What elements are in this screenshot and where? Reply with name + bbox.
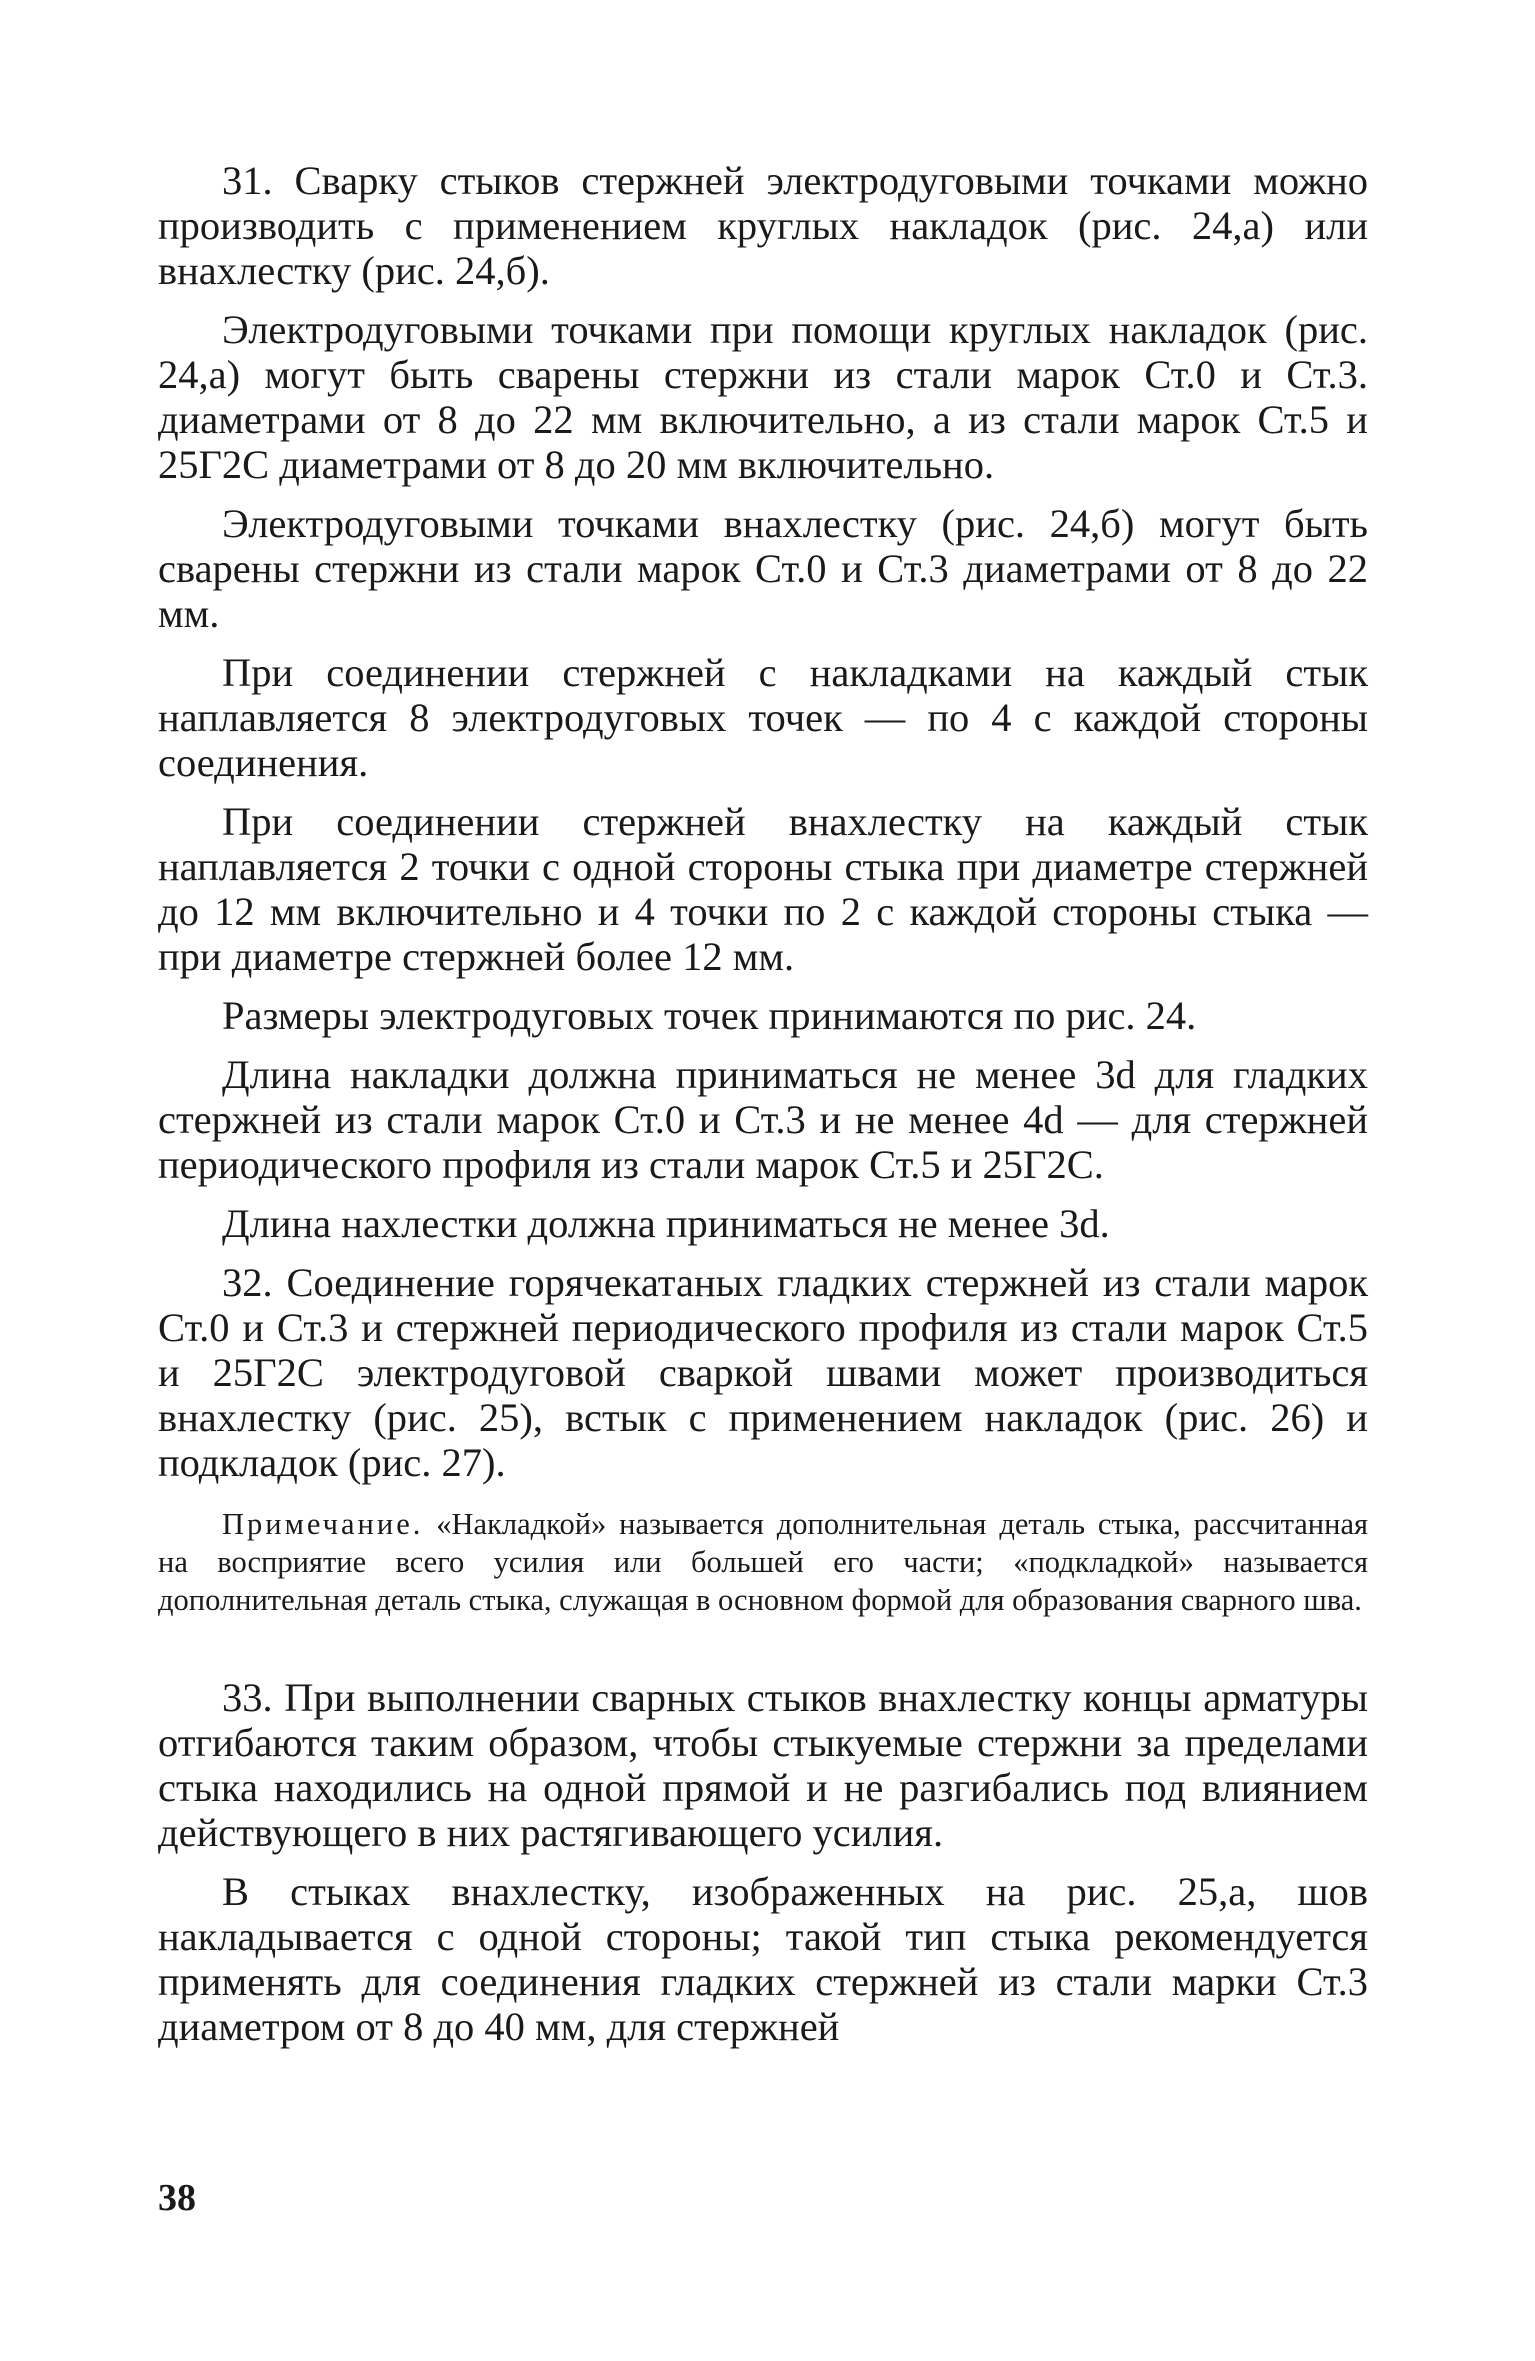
paragraph-lap-points-count: При соединении стержней внахлестку на каждый стык наплавляется 2 точки с одной стороны стыка при диаметре стержней до 12 мм включительно и 4 точки по 2 с каждой стороны стыка — при диаметре стержней более 12 мм. bbox=[158, 799, 1368, 979]
paragraph-32: 32. Соединение горячекатаных гладких стержней из стали марок Ст.0 и Ст.3 и стержней периодического профиля из стали марок Ст.5 и 25Г2С электродуговой сваркой швами может производиться внахлестку (рис. 25), встык с применением накладок (рис. 26) и подкладок (рис. 27). bbox=[158, 1260, 1368, 1485]
page-number: 38 bbox=[158, 2177, 196, 2219]
paragraph-lap-joints: В стыках внахлестку, изображенных на рис. 25,а, шов накладывается с одной стороны; такой тип стыка рекомендуется применять для соединения гладких стержней из стали марки Ст.3 диаметром от 8 до 40 мм, для стержней bbox=[158, 1869, 1368, 2049]
paragraph-overlay-length: Длина накладки должна приниматься не менее 3d для гладких стержней из стали марок Ст.0 и Ст.3 и не менее 4d — для стержней периодического профиля из стали марок Ст.5 и 25Г2С. bbox=[158, 1052, 1368, 1187]
paragraph-round-overlays: Электродуговыми точками при помощи круглых накладок (рис. 24,а) могут быть сварены стержни из стали марок Ст.0 и Ст.3. диаметрами от 8 до 22 мм включительно, а из стали марок Ст.5 и 25Г2С диаметрами от 8 до 20 мм включительно. bbox=[158, 307, 1368, 487]
note-text: «Накладкой» называется дополнительная деталь стыка, рассчитанная на восприятие всего усилия или большей его части; «подкладкой» называется дополнительная деталь стыка, служащая в основном формой для образования сварного шва. bbox=[158, 1507, 1369, 1617]
page-body bbox=[158, 158, 1368, 2063]
paragraph-33: 33. При выполнении сварных стыков внахлестку концы арматуры отгибаются таким образом, чтобы стыкуемые стержни за пределами стыка находились на одной прямой и не разгибались под влиянием действующего в них растягивающего усилия. bbox=[158, 1675, 1368, 1855]
paragraph-point-sizes: Размеры электродуговых точек принимаются по рис. 24. bbox=[222, 993, 1197, 1038]
paragraph-overlay-points: При соединении стержней с накладками на каждый стык наплавляется 8 электродуговых точек — по 4 с каждой стороны соединения. bbox=[158, 650, 1368, 785]
note-lead: Примечание. bbox=[222, 1507, 424, 1541]
paragraph-lap-points: Электродуговыми точками внахлестку (рис. 24,б) могут быть сварены стержни из стали марок Ст.0 и Ст.3 диаметрами от 8 до 22 мм. bbox=[158, 501, 1368, 636]
paragraph-lap-length: Длина нахлестки должна приниматься не менее 3d. bbox=[222, 1201, 1110, 1246]
paragraph-31: 31. Сварку стыков стержней электродуговыми точками можно производить с применением круглых накладок (рис. 24,а) или внахлестку (рис. 24,б). bbox=[158, 158, 1368, 293]
note bbox=[158, 1505, 1368, 1619]
